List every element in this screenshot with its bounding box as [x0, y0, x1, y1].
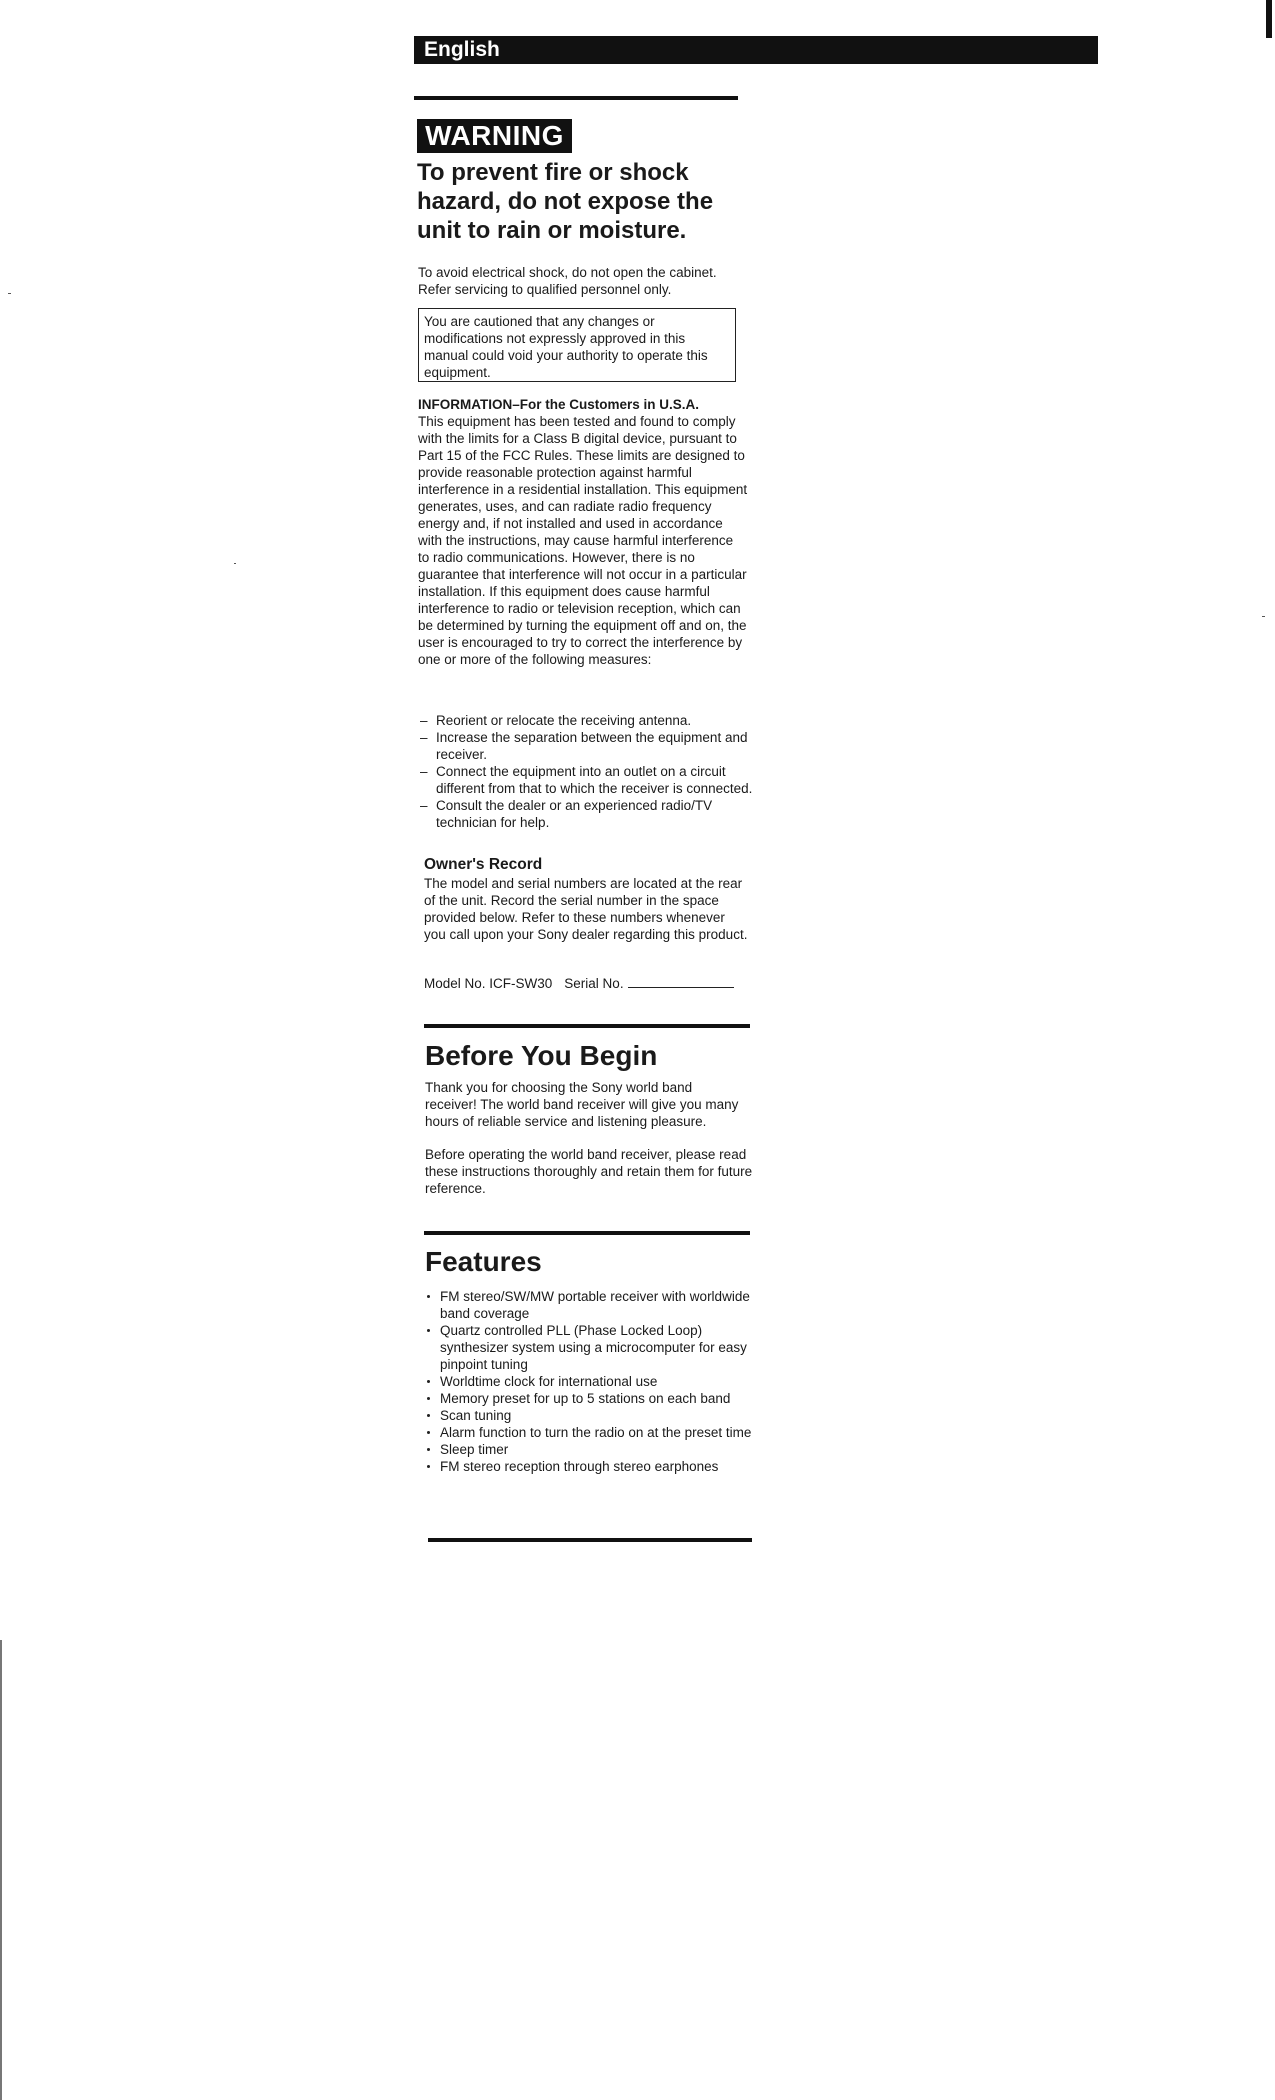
- bullet-icon: [427, 1329, 430, 1332]
- warning-badge-text: WARNING: [425, 120, 564, 151]
- list-item: – Increase the separation between the equipment and receiver.: [420, 730, 748, 762]
- hazard-headline: To prevent fire or shock hazard, do not expose the unit to rain or moisture.: [417, 159, 714, 244]
- scan-speck: [234, 563, 236, 564]
- fcc-measures-list: [420, 712, 756, 831]
- serial-number-blank: [628, 975, 734, 988]
- before-begin-rule: [424, 1024, 750, 1028]
- scan-edge-mark: [0, 1640, 2, 2100]
- language-label: English: [424, 38, 500, 61]
- bullet-icon: [427, 1414, 430, 1417]
- scan-speck: [8, 293, 11, 294]
- warning-badge: [417, 119, 572, 153]
- scan-speck: [1262, 616, 1265, 617]
- model-number: Model No. ICF-SW30: [424, 976, 553, 991]
- before-you-begin-title: Before You Begin: [425, 1040, 658, 1071]
- bullet-icon: [427, 1397, 430, 1400]
- model-serial-line: [424, 975, 734, 992]
- list-item: – Connect the equipment into an outlet on a circuit different from that to which the receiver is connected.: [420, 764, 753, 796]
- features-list: [425, 1288, 755, 1475]
- list-item: – Consult the dealer or an experienced radio/TV technician for help.: [420, 798, 713, 830]
- shock-notice: To avoid electrical shock, do not open the cabinet. Refer servicing to qualified personnel only.: [418, 265, 717, 297]
- list-item: – Reorient or relocate the receiving antenna.: [420, 713, 692, 728]
- fcc-body: This equipment has been tested and found to comply with the limits for a Class B digital device, pursuant to Part 15 of the FCC Rules. These limits are designed to provide reasonable protection against harmful interference in a residential installation. This equipment generates, uses, and can radiate radio frequency energy and, if not installed and used in accordance with the instructions, may cause harmful interference to radio communications. However, there is no guarantee that interference will not occur in a particular installation. If this equipment does cause harmful interference to radio or television reception, which can be determined by turning the equipment off and on, the user is encouraged to try to correct the interference by one or more of the following measures:: [418, 414, 748, 667]
- list-item: FM stereo/SW/MW portable receiver with worldwide band coverage: [425, 1288, 755, 1322]
- list-item: Quartz controlled PLL (Phase Locked Loop) synthesizer system using a microcomputer for easy pinpoint tuning: [425, 1322, 755, 1373]
- caution-text: You are cautioned that any changes or modifications not expressly approved in this manual could void your authority to operate this equipment.: [424, 314, 708, 380]
- list-item: Alarm function to turn the radio on at the preset time: [425, 1424, 755, 1441]
- list-item: Worldtime clock for international use: [425, 1373, 755, 1390]
- bullet-icon: [427, 1448, 430, 1451]
- list-item: Sleep timer: [425, 1441, 755, 1458]
- bottom-rule: [428, 1538, 752, 1542]
- features-title: Features: [425, 1246, 542, 1277]
- before-begin-para1: Thank you for choosing the Sony world band receiver! The world band receiver will give you many hours of reliable service and listening pleasure.: [425, 1080, 739, 1129]
- list-item: Memory preset for up to 5 stations on each band: [425, 1390, 755, 1407]
- bullet-icon: [427, 1295, 430, 1298]
- fcc-title: INFORMATION–For the Customers in U.S.A.: [418, 397, 700, 412]
- bullet-icon: [427, 1465, 430, 1468]
- owners-record-body: The model and serial numbers are located at the rear of the unit. Record the serial number in the space provided below. Refer to these numbers whenever you call upon your Sony dealer regarding this product.: [424, 876, 748, 942]
- caution-box: [418, 308, 736, 382]
- warning-top-rule: [414, 96, 738, 100]
- list-item: FM stereo reception through stereo earphones: [425, 1458, 755, 1475]
- language-header-bar: [414, 36, 1098, 64]
- list-item: Scan tuning: [425, 1407, 755, 1424]
- before-begin-para2: Before operating the world band receiver, please read these instructions thoroughly and retain them for future reference.: [425, 1147, 753, 1196]
- owners-record-title: Owner's Record: [424, 856, 543, 873]
- bullet-icon: [427, 1431, 430, 1434]
- serial-label: Serial No.: [564, 976, 624, 991]
- features-rule: [424, 1231, 750, 1235]
- bullet-icon: [427, 1380, 430, 1383]
- page-edge-mark: [1266, 0, 1272, 38]
